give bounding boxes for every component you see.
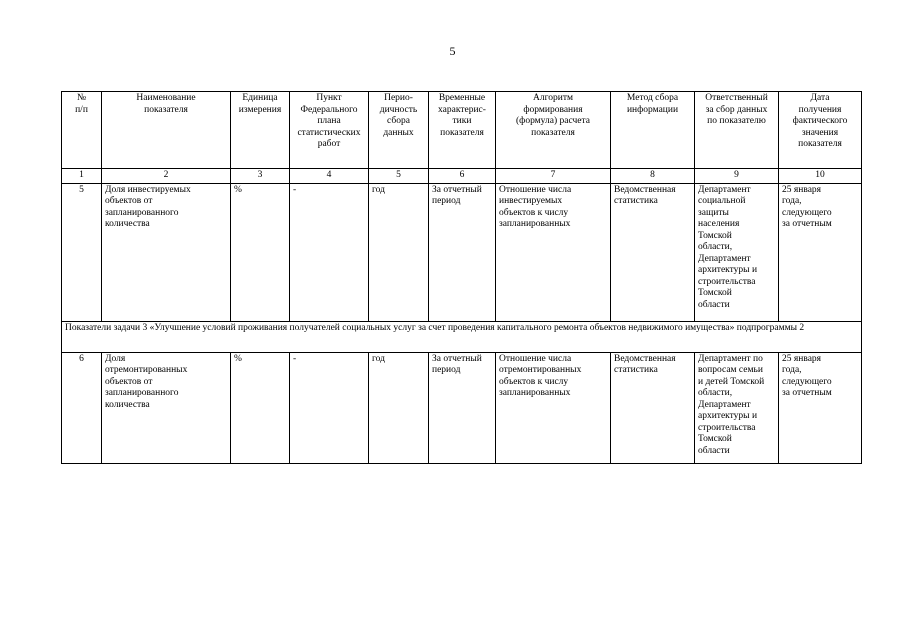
table-row xyxy=(62,352,862,463)
header-cell: Метод сбора информации xyxy=(611,92,695,169)
header-cell: Временные характерис- тики показателя xyxy=(429,92,496,169)
row-number: 5 xyxy=(62,183,102,321)
header-cell: Дата получения фактического значения показателя xyxy=(779,92,862,169)
header-cell: Алгоритм формирования (формула) расчета показателя xyxy=(496,92,611,169)
periodicity-cell: год xyxy=(369,352,429,463)
algorithm-cell: Отношение числа отремонтированных объектов к числу запланированных xyxy=(496,352,611,463)
date-cell: 25 января года, следующего за отчетным xyxy=(779,352,862,463)
column-number-row xyxy=(62,169,862,184)
indicators-table xyxy=(61,91,862,464)
header-cell: Пункт Федерального плана статистических работ xyxy=(290,92,369,169)
column-number: 5 xyxy=(369,169,429,184)
responsible-cell: Департамент по вопросам семьи и детей Томской области, Департамент архитектуры и строительства Томской области xyxy=(695,352,779,463)
column-number: 10 xyxy=(779,169,862,184)
unit-cell: % xyxy=(231,183,290,321)
header-cell: Единица измерения xyxy=(231,92,290,169)
time-characteristics-cell: За отчетный период xyxy=(429,352,496,463)
column-number: 1 xyxy=(62,169,102,184)
federal-plan-cell: - xyxy=(290,183,369,321)
date-cell: 25 января года, следующего за отчетным xyxy=(779,183,862,321)
indicator-name: Доля инвестируемых объектов от запланированного количества xyxy=(102,183,231,321)
time-characteristics-cell: За отчетный период xyxy=(429,183,496,321)
column-number: 4 xyxy=(290,169,369,184)
section-heading: Показатели задачи 3 «Улучшение условий проживания получателей социальных услуг за счет проведения капитального ремонта объектов недвижимого имущества» подпрограммы 2 xyxy=(62,321,862,352)
periodicity-cell: год xyxy=(369,183,429,321)
header-cell: Наименование показателя xyxy=(102,92,231,169)
column-number: 2 xyxy=(102,169,231,184)
table-header-row xyxy=(62,92,862,169)
indicator-name: Доля отремонтированных объектов от запланированного количества xyxy=(102,352,231,463)
header-cell: Перио- дичность сбора данных xyxy=(369,92,429,169)
header-cell: № п/п xyxy=(62,92,102,169)
collection-method-cell: Ведомственная статистика xyxy=(611,183,695,321)
page-number: 5 xyxy=(449,44,456,58)
header-cell: Ответственный за сбор данных по показателю xyxy=(695,92,779,169)
unit-cell: % xyxy=(231,352,290,463)
federal-plan-cell: - xyxy=(290,352,369,463)
responsible-cell: Департамент социальной защиты населения Томской области, Департамент архитектуры и строительства Томской области xyxy=(695,183,779,321)
table-row xyxy=(62,183,862,321)
algorithm-cell: Отношение числа инвестируемых объектов к числу запланированных xyxy=(496,183,611,321)
column-number: 7 xyxy=(496,169,611,184)
column-number: 3 xyxy=(231,169,290,184)
column-number: 6 xyxy=(429,169,496,184)
row-number: 6 xyxy=(62,352,102,463)
collection-method-cell: Ведомственная статистика xyxy=(611,352,695,463)
column-number: 9 xyxy=(695,169,779,184)
section-heading-row xyxy=(62,321,862,352)
column-number: 8 xyxy=(611,169,695,184)
